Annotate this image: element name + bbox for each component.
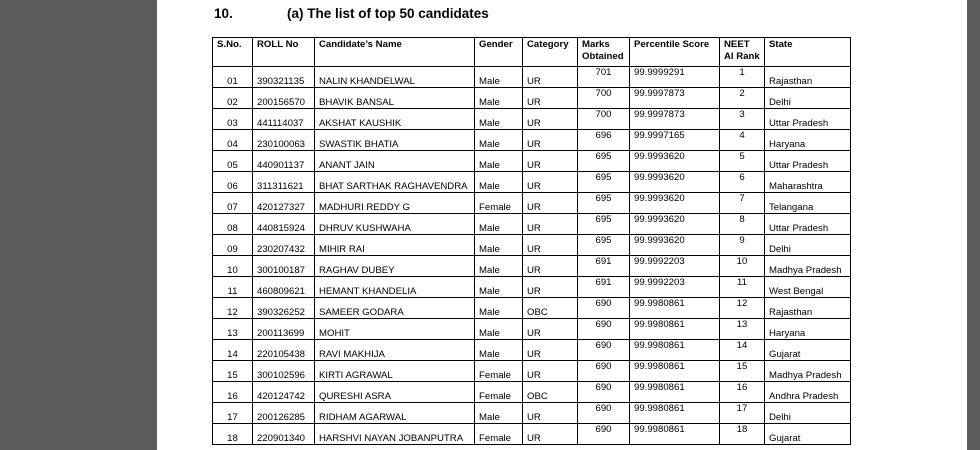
cell-category: UR (523, 319, 578, 340)
cell-sno: 14 (213, 340, 253, 361)
cell-category: UR (523, 172, 578, 193)
table-row (213, 193, 851, 214)
cell-state: Delhi (765, 88, 851, 109)
cell-candidate-name: HEMANT KHANDELIA (315, 277, 475, 298)
table-row (213, 340, 851, 361)
cell-rank: 15 (720, 361, 765, 382)
cell-gender: Female (475, 193, 523, 214)
cell-rank: 3 (720, 109, 765, 130)
cell-marks: 696 (578, 130, 630, 151)
cell-rank: 12 (720, 298, 765, 319)
cell-category: UR (523, 67, 578, 88)
cell-gender: Male (475, 340, 523, 361)
cell-roll-no: 220105438 (253, 340, 315, 361)
cell-rank: 5 (720, 151, 765, 172)
cell-candidate-name: MIHIR RAI (315, 235, 475, 256)
cell-gender: Male (475, 130, 523, 151)
table-row (213, 214, 851, 235)
cell-marks: 695 (578, 235, 630, 256)
cell-state: Uttar Pradesh (765, 109, 851, 130)
table-header-row (213, 38, 851, 67)
cell-rank: 9 (720, 235, 765, 256)
table-row (213, 109, 851, 130)
cell-marks: 690 (578, 403, 630, 424)
cell-gender: Male (475, 67, 523, 88)
cell-state: West Bengal (765, 277, 851, 298)
cell-marks: 690 (578, 319, 630, 340)
cell-candidate-name: HARSHVI NAYAN JOBANPUTRA (315, 424, 475, 445)
cell-candidate-name: RIDHAM AGARWAL (315, 403, 475, 424)
cell-marks: 691 (578, 277, 630, 298)
cell-sno: 04 (213, 130, 253, 151)
cell-state: Gujarat (765, 340, 851, 361)
cell-category: OBC (523, 382, 578, 403)
cell-sno: 18 (213, 424, 253, 445)
cell-gender: Male (475, 151, 523, 172)
cell-state: Uttar Pradesh (765, 214, 851, 235)
header-neet-ai-rank: NEET AI Rank (720, 38, 765, 67)
cell-category: UR (523, 277, 578, 298)
cell-candidate-name: MADHURI REDDY G (315, 193, 475, 214)
cell-state: Delhi (765, 235, 851, 256)
cell-candidate-name: RAGHAV DUBEY (315, 256, 475, 277)
cell-rank: 2 (720, 88, 765, 109)
cell-sno: 17 (213, 403, 253, 424)
document-page (157, 0, 967, 450)
cell-gender: Female (475, 361, 523, 382)
cell-gender: Male (475, 214, 523, 235)
table-row (213, 403, 851, 424)
cell-sno: 03 (213, 109, 253, 130)
cell-marks: 701 (578, 67, 630, 88)
table-row (213, 424, 851, 445)
header-percentile-score: Percentile Score (630, 38, 720, 67)
cell-percentile: 99.9999291 (630, 67, 720, 88)
cell-rank: 7 (720, 193, 765, 214)
cell-candidate-name: BHAVIK BANSAL (315, 88, 475, 109)
cell-percentile: 99.9997873 (630, 88, 720, 109)
cell-category: UR (523, 88, 578, 109)
cell-percentile: 99.9980861 (630, 424, 720, 445)
cell-sno: 15 (213, 361, 253, 382)
cell-marks: 690 (578, 382, 630, 403)
cell-state: Haryana (765, 130, 851, 151)
cell-gender: Male (475, 298, 523, 319)
cell-roll-no: 420124742 (253, 382, 315, 403)
cell-gender: Male (475, 88, 523, 109)
header-state: State (765, 38, 851, 67)
cell-roll-no: 311311621 (253, 172, 315, 193)
table-row (213, 88, 851, 109)
cell-category: UR (523, 235, 578, 256)
cell-percentile: 99.9992203 (630, 277, 720, 298)
cell-state: Madhya Pradesh (765, 361, 851, 382)
cell-marks: 700 (578, 109, 630, 130)
cell-percentile: 99.9980861 (630, 340, 720, 361)
cell-state: Rajasthan (765, 67, 851, 88)
cell-rank: 13 (720, 319, 765, 340)
cell-roll-no: 420127327 (253, 193, 315, 214)
cell-sno: 13 (213, 319, 253, 340)
cell-rank: 18 (720, 424, 765, 445)
cell-sno: 09 (213, 235, 253, 256)
cell-category: UR (523, 214, 578, 235)
cell-candidate-name: SWASTIK BHATIA (315, 130, 475, 151)
cell-marks: 695 (578, 151, 630, 172)
cell-category: UR (523, 130, 578, 151)
candidates-table (212, 37, 851, 445)
cell-state: Rajasthan (765, 298, 851, 319)
cell-rank: 8 (720, 214, 765, 235)
cell-category: OBC (523, 298, 578, 319)
cell-candidate-name: SAMEER GODARA (315, 298, 475, 319)
cell-roll-no: 230207432 (253, 235, 315, 256)
cell-roll-no: 460809621 (253, 277, 315, 298)
cell-category: UR (523, 424, 578, 445)
cell-roll-no: 390326252 (253, 298, 315, 319)
table-row (213, 277, 851, 298)
table-row (213, 382, 851, 403)
header-category: Category (523, 38, 578, 67)
table-row (213, 151, 851, 172)
cell-sno: 05 (213, 151, 253, 172)
cell-candidate-name: KIRTI AGRAWAL (315, 361, 475, 382)
cell-roll-no: 441114037 (253, 109, 315, 130)
cell-sno: 12 (213, 298, 253, 319)
cell-state: Telangana (765, 193, 851, 214)
section-number: 10. (214, 6, 233, 21)
cell-sno: 02 (213, 88, 253, 109)
cell-candidate-name: MOHIT (315, 319, 475, 340)
cell-percentile: 99.9997165 (630, 130, 720, 151)
cell-roll-no: 390321135 (253, 67, 315, 88)
cell-category: UR (523, 256, 578, 277)
cell-roll-no: 440901137 (253, 151, 315, 172)
cell-marks: 695 (578, 193, 630, 214)
cell-percentile: 99.9993620 (630, 151, 720, 172)
cell-marks: 700 (578, 88, 630, 109)
cell-roll-no: 200113699 (253, 319, 315, 340)
header-roll-no: ROLL No (253, 38, 315, 67)
cell-state: Uttar Pradesh (765, 151, 851, 172)
cell-sno: 16 (213, 382, 253, 403)
table-row (213, 298, 851, 319)
cell-sno: 07 (213, 193, 253, 214)
cell-percentile: 99.9993620 (630, 172, 720, 193)
cell-marks: 695 (578, 214, 630, 235)
cell-gender: Male (475, 109, 523, 130)
cell-candidate-name: BHAT SARTHAK RAGHAVENDRA (315, 172, 475, 193)
cell-roll-no: 300100187 (253, 256, 315, 277)
cell-category: UR (523, 193, 578, 214)
cell-percentile: 99.9993620 (630, 193, 720, 214)
cell-percentile: 99.9997873 (630, 109, 720, 130)
table-row (213, 361, 851, 382)
cell-category: UR (523, 109, 578, 130)
cell-marks: 690 (578, 340, 630, 361)
cell-candidate-name: NALIN KHANDELWAL (315, 67, 475, 88)
table-body (213, 67, 851, 445)
cell-percentile: 99.9992203 (630, 256, 720, 277)
cell-state: Madhya Pradesh (765, 256, 851, 277)
cell-percentile: 99.9993620 (630, 235, 720, 256)
cell-roll-no: 220901340 (253, 424, 315, 445)
cell-percentile: 99.9980861 (630, 298, 720, 319)
table-row (213, 67, 851, 88)
table-row (213, 256, 851, 277)
table-row (213, 172, 851, 193)
header-sno: S.No. (213, 38, 253, 67)
cell-rank: 14 (720, 340, 765, 361)
cell-candidate-name: DHRUV KUSHWAHA (315, 214, 475, 235)
cell-gender: Male (475, 172, 523, 193)
cell-marks: 690 (578, 361, 630, 382)
cell-candidate-name: RAVI MAKHIJA (315, 340, 475, 361)
cell-roll-no: 230100063 (253, 130, 315, 151)
cell-rank: 16 (720, 382, 765, 403)
cell-gender: Female (475, 424, 523, 445)
header-candidate-name: Candidate’s Name (315, 38, 475, 67)
cell-roll-no: 440815924 (253, 214, 315, 235)
cell-category: UR (523, 403, 578, 424)
cell-roll-no: 200126285 (253, 403, 315, 424)
cell-percentile: 99.9980861 (630, 382, 720, 403)
cell-roll-no: 200156570 (253, 88, 315, 109)
cell-rank: 11 (720, 277, 765, 298)
section-heading (214, 6, 489, 21)
cell-category: UR (523, 361, 578, 382)
cell-rank: 6 (720, 172, 765, 193)
cell-rank: 1 (720, 67, 765, 88)
cell-gender: Female (475, 382, 523, 403)
cell-marks: 691 (578, 256, 630, 277)
cell-percentile: 99.9980861 (630, 403, 720, 424)
cell-state: Gujarat (765, 424, 851, 445)
cell-candidate-name: QURESHI ASRA (315, 382, 475, 403)
cell-gender: Male (475, 256, 523, 277)
cell-gender: Male (475, 235, 523, 256)
cell-sno: 06 (213, 172, 253, 193)
cell-sno: 10 (213, 256, 253, 277)
cell-percentile: 99.9980861 (630, 361, 720, 382)
cell-roll-no: 300102596 (253, 361, 315, 382)
cell-marks: 690 (578, 424, 630, 445)
table-row (213, 235, 851, 256)
cell-gender: Male (475, 319, 523, 340)
cell-rank: 4 (720, 130, 765, 151)
cell-state: Haryana (765, 319, 851, 340)
cell-category: UR (523, 151, 578, 172)
header-gender: Gender (475, 38, 523, 67)
cell-percentile: 99.9993620 (630, 214, 720, 235)
cell-marks: 690 (578, 298, 630, 319)
cell-sno: 08 (213, 214, 253, 235)
cell-sno: 11 (213, 277, 253, 298)
cell-gender: Male (475, 277, 523, 298)
cell-state: Delhi (765, 403, 851, 424)
table-row (213, 130, 851, 151)
header-marks-obtained: Marks Obtained (578, 38, 630, 67)
cell-rank: 17 (720, 403, 765, 424)
cell-marks: 695 (578, 172, 630, 193)
cell-rank: 10 (720, 256, 765, 277)
cell-state: Andhra Pradesh (765, 382, 851, 403)
cell-gender: Male (475, 403, 523, 424)
cell-percentile: 99.9980861 (630, 319, 720, 340)
cell-sno: 01 (213, 67, 253, 88)
cell-category: UR (523, 340, 578, 361)
cell-candidate-name: ANANT JAIN (315, 151, 475, 172)
section-title: (a) The list of top 50 candidates (287, 6, 489, 21)
cell-candidate-name: AKSHAT KAUSHIK (315, 109, 475, 130)
cell-state: Maharashtra (765, 172, 851, 193)
table-row (213, 319, 851, 340)
